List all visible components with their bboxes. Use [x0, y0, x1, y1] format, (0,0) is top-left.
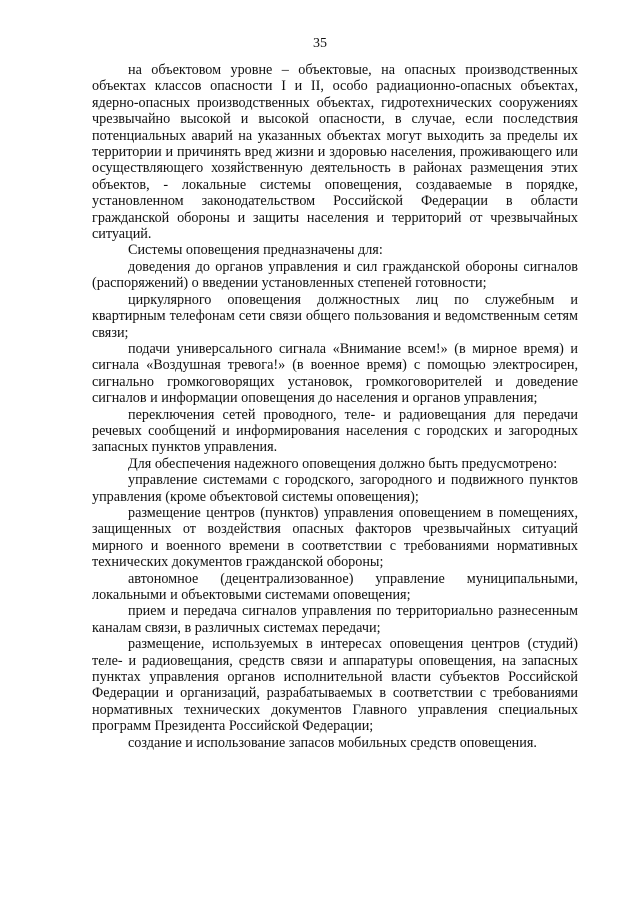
paragraph-purpose-intro: Системы оповещения предназначены для:	[128, 242, 383, 259]
paragraph-reliability-mobile-reserves: создание и использование запасов мобильных средств оповещения.	[128, 734, 537, 751]
paragraph-reliability-placement: размещение центров (пунктов) управления оповещением в помещениях, защищенных от воздействия опасных факторов чрезвычайных ситуаций мирного и военного времени в соответствии с требованиями нормативных технических документов гражданской обороны;	[92, 504, 578, 571]
page-number: 35	[313, 36, 327, 51]
paragraph-purpose-universal-signal: подачи универсального сигнала «Внимание всем!» (в мирное время) и сигнала «Воздушная тревога!» (в военное время) с помощью электросирен, сигнально громкоговорящих установок, громкоговорителей и доведение сигналов и информации оповещения до населения и органов управления;	[92, 340, 578, 407]
paragraph-reliability-studios: размещение, используемых в интересах оповещения центров (студий) теле- и радиовещания, средств связи и аппаратуры оповещения, на запасных пунктах управления органов исполнительной власти субъектов Российской Федерации и организаций, разрабатываемых в соответствии с требованиями нормативных технических документов Главного управления специальных программ Президента Российской Федерации;	[92, 636, 578, 735]
paragraph-object-level: на объектовом уровне – объектовые, на опасных производственных объектах классов опасности I и II, особо радиационно-опасных объектах, ядерно-опасных производственных объектах, гидротехнических сооружениях чрезвычайно высокой и высокой опасности, в случае, если последствия потенциальных аварий на указанных объектах могут выходить за пределы их территории и причинять вред жизни и здоровью населения, проживающего или осуществляющего хозяйственную деятельность в районах размещения этих объектов, - локальные системы оповещения, создаваемые в порядке, установленном законодательством Российской Федерации в области гражданской обороны и защиты населения и территорий от чрезвычайных ситуаций.	[92, 62, 578, 243]
paragraph-reliability-autonomous: автономное (децентрализованное) управление муниципальными, локальными и объектовыми системами оповещения;	[92, 570, 578, 603]
paragraph-reliability-control: управление системами с городского, загородного и подвижного пунктов управления (кроме объектовой системы оповещения);	[92, 472, 578, 505]
paragraph-purpose-circular: циркулярного оповещения должностных лиц по служебным и квартирным телефонам сети связи общего пользования и ведомственным сетям связи;	[92, 291, 578, 341]
paragraph-reliability-transmission: прием и передача сигналов управления по территориально разнесенным каналам связи, в различных системах передачи;	[92, 603, 578, 636]
paragraph-reliability-intro: Для обеспечения надежного оповещения должно быть предусмотрено:	[128, 455, 558, 472]
document-body	[92, 62, 578, 751]
paragraph-purpose-switching: переключения сетей проводного, теле- и радиовещания для передачи речевых сообщений и информирования населения с городских и загородных запасных пунктов управления.	[92, 406, 578, 456]
paragraph-purpose-signals: доведения до органов управления и сил гражданской обороны сигналов (распоряжений) о введении установленных степеней готовности;	[92, 258, 578, 292]
